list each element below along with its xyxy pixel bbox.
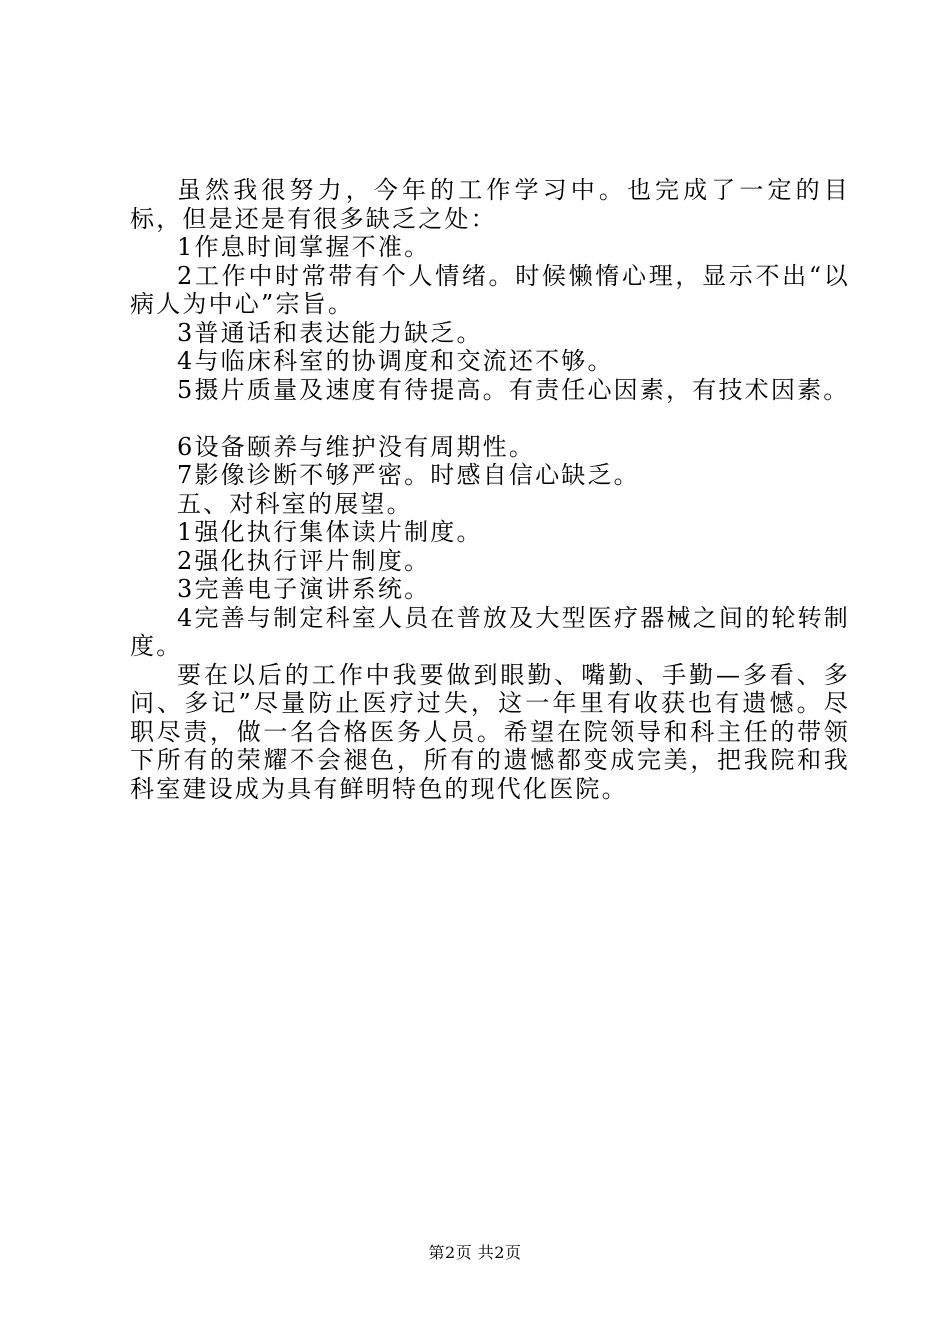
paragraph-item-5: 5摄片质量及速度有待提高。有责任心因素，有技术因素。 — [177, 375, 850, 404]
page-footer: 第2页 共2页 — [428, 1243, 522, 1262]
paragraph-item-2: 2工作中时常带有个人情绪。时候懒惰心理，显示不出“以病人为中心”宗旨。 — [130, 261, 850, 318]
paragraph-conclusion: 要在以后的工作中我要做到眼勤、嘴勤、手勤—多看、多问、多记”尽量防止医疗过失，这一年里有收获也有遗憾。尽职尽责，做一名合格医务人员。希望在院领导和科主任的带领下所有的荣耀不会褪色，所有的遗憾都变成完美，把我院和我科室建设成为具有鲜明特色的现代化医院。 — [130, 660, 850, 803]
outlook-item-3: 3完善电子演讲系统。 — [177, 575, 431, 603]
paragraph-item-7: 7影像诊断不够严密。时感自信心缺乏。 — [177, 461, 640, 489]
outlook-item-2: 2强化执行评片制度。 — [177, 546, 431, 575]
outlook-item-1: 1强化执行集体读片制度。 — [177, 518, 483, 546]
paragraph-item-6: 6设备颐养与维护没有周期性。 — [177, 432, 536, 461]
paragraph-item-4: 4与临床科室的协调度和交流还不够。 — [177, 347, 614, 375]
paragraph-item-1: 1作息时间掌握不准。 — [177, 233, 431, 261]
outlook-item-4: 4完善与制定科室人员在普放及大型医疗器械之间的轮转制度。 — [130, 603, 850, 660]
document-body — [130, 176, 850, 803]
section-heading-outlook: 五、对科室的展望。 — [177, 489, 413, 518]
paragraph-item-3: 3普通话和表达能力缺乏。 — [177, 318, 483, 347]
paragraph-intro: 虽然我很努力，今年的工作学习中。也完成了一定的目标，但是还是有很多缺乏之处： — [130, 176, 850, 233]
